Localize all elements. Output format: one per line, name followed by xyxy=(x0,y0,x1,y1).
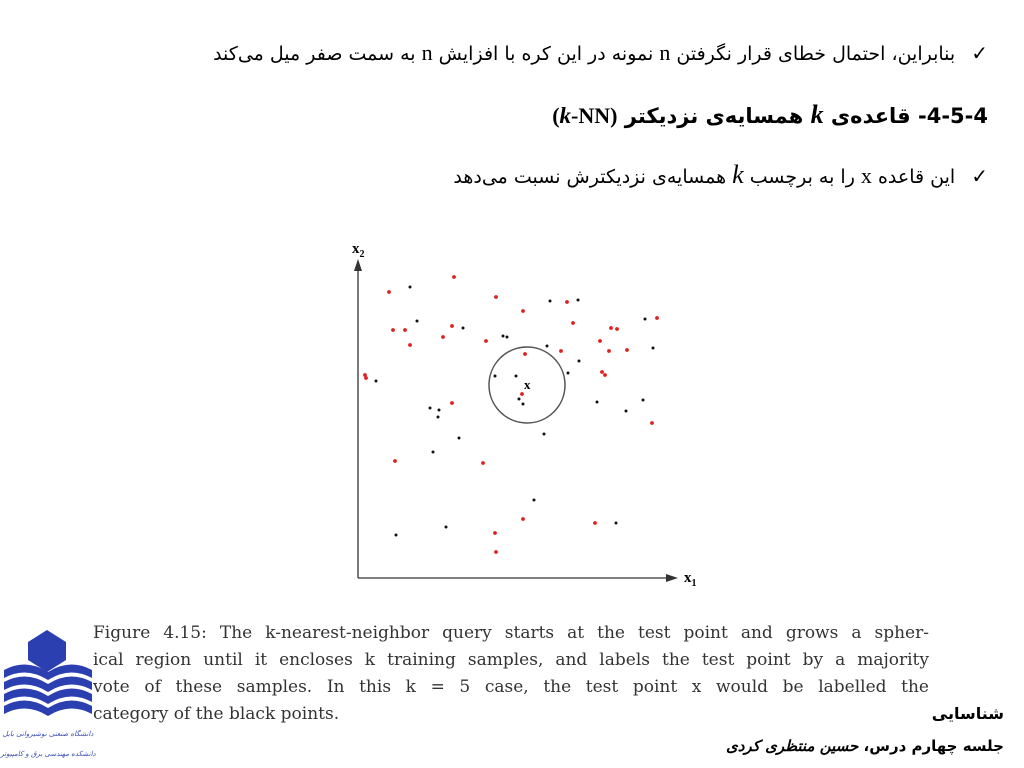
red-sample-point xyxy=(655,316,659,320)
black-sample-point xyxy=(642,399,645,402)
bullet-probability: ✓ بنابراین، احتمال خطای قرار نگرفتن n نمونه در این کره با افزایش n به سمت صفر میل می‌کند xyxy=(213,40,988,65)
red-sample-point xyxy=(391,328,395,332)
y-axis-label: $x_2$ xyxy=(352,241,365,260)
knn-scatter-figure xyxy=(345,235,715,595)
red-sample-point xyxy=(609,326,613,330)
figure-caption: Figure 4.15: The k-nearest-neighbor query starts at the test point and grows a spher- ical region until it encloses k training samples, and labels the test point by a majority vote of these samples. In this k = 5 case, the test point x would be labelled the category of the black points. xyxy=(93,623,929,724)
black-sample-point xyxy=(578,360,581,363)
red-sample-point xyxy=(521,309,525,313)
red-sample-point xyxy=(571,321,575,325)
red-sample-point xyxy=(607,349,611,353)
red-sample-point xyxy=(603,373,607,377)
red-sample-point xyxy=(559,349,563,353)
black-sample-point xyxy=(502,335,505,338)
red-sample-point xyxy=(403,328,407,332)
checkmark-icon: ✓ xyxy=(971,164,988,188)
checkmark-icon: ✓ xyxy=(971,41,988,65)
y-axis-arrow-icon xyxy=(354,259,362,271)
red-sample-point xyxy=(625,348,629,352)
red-sample-point xyxy=(615,327,619,331)
black-sample-point xyxy=(652,347,655,350)
black-sample-point xyxy=(438,409,441,412)
black-sample-point xyxy=(546,345,549,348)
red-sample-point xyxy=(452,275,456,279)
red-sample-point xyxy=(484,339,488,343)
black-sample-point xyxy=(567,372,570,375)
university-book-logo-icon xyxy=(0,628,96,768)
red-sample-point xyxy=(364,376,368,380)
black-sample-point xyxy=(543,433,546,436)
knn-abbreviation: (k-NN) xyxy=(552,103,618,128)
black-sample-point xyxy=(577,299,580,302)
red-sample-point xyxy=(494,295,498,299)
sample-points xyxy=(363,275,659,554)
black-sample-point xyxy=(416,320,419,323)
x-axis xyxy=(358,574,678,582)
x-axis-label: $x_1$ xyxy=(684,570,697,589)
red-sample-point xyxy=(650,421,654,425)
red-sample-point xyxy=(565,300,569,304)
red-sample-point xyxy=(521,517,525,521)
test-point-label: x xyxy=(524,377,531,392)
red-sample-point xyxy=(593,521,597,525)
black-sample-point xyxy=(625,410,628,413)
black-sample-point xyxy=(494,375,497,378)
footer-title: شناسایی xyxy=(931,704,1004,723)
red-sample-point xyxy=(387,290,391,294)
black-sample-point xyxy=(445,526,448,529)
black-sample-point xyxy=(596,401,599,404)
black-sample-point xyxy=(644,318,647,321)
black-sample-point xyxy=(549,300,552,303)
black-sample-point xyxy=(462,327,465,330)
red-sample-point xyxy=(520,392,524,396)
black-sample-point xyxy=(375,380,378,383)
red-sample-point xyxy=(481,461,485,465)
svg-text:دانشگاه صنعتی نوشیروانی بابل: دانشگاه صنعتی نوشیروانی بابل xyxy=(2,730,94,738)
red-sample-point xyxy=(494,550,498,554)
red-sample-point xyxy=(600,370,604,374)
black-sample-point xyxy=(432,451,435,454)
black-sample-point xyxy=(437,416,440,419)
red-sample-point xyxy=(408,343,412,347)
red-sample-point xyxy=(441,335,445,339)
bullet-knn-rule: ✓ این قاعده x را به برچسب k همسایه‌ی نزدیکترش نسبت می‌دهد xyxy=(453,160,988,189)
y-axis xyxy=(354,259,362,578)
red-sample-point xyxy=(450,324,454,328)
black-sample-point xyxy=(506,336,509,339)
black-sample-point xyxy=(522,403,525,406)
black-sample-point xyxy=(409,286,412,289)
section-heading: 4-5-4- قاعده‌ی k همسایه‌ی نزدیکتر (k-NN) xyxy=(552,100,988,129)
black-sample-point xyxy=(395,534,398,537)
black-sample-point xyxy=(518,398,521,401)
black-sample-point xyxy=(429,407,432,410)
black-sample-point xyxy=(615,522,618,525)
red-sample-point xyxy=(450,401,454,405)
red-sample-point xyxy=(523,352,527,356)
svg-text:دانشکده مهندسی برق و کامپیوتر: دانشکده مهندسی برق و کامپیوتر xyxy=(0,750,96,758)
footer-subtitle: جلسه چهارم درس، حسین منتظری کردی xyxy=(726,737,1004,755)
red-sample-point xyxy=(493,531,497,535)
red-sample-point xyxy=(393,459,397,463)
black-sample-point xyxy=(533,499,536,502)
x-axis-arrow-icon xyxy=(666,574,678,582)
red-sample-point xyxy=(598,339,602,343)
black-sample-point xyxy=(515,375,518,378)
black-sample-point xyxy=(458,437,461,440)
